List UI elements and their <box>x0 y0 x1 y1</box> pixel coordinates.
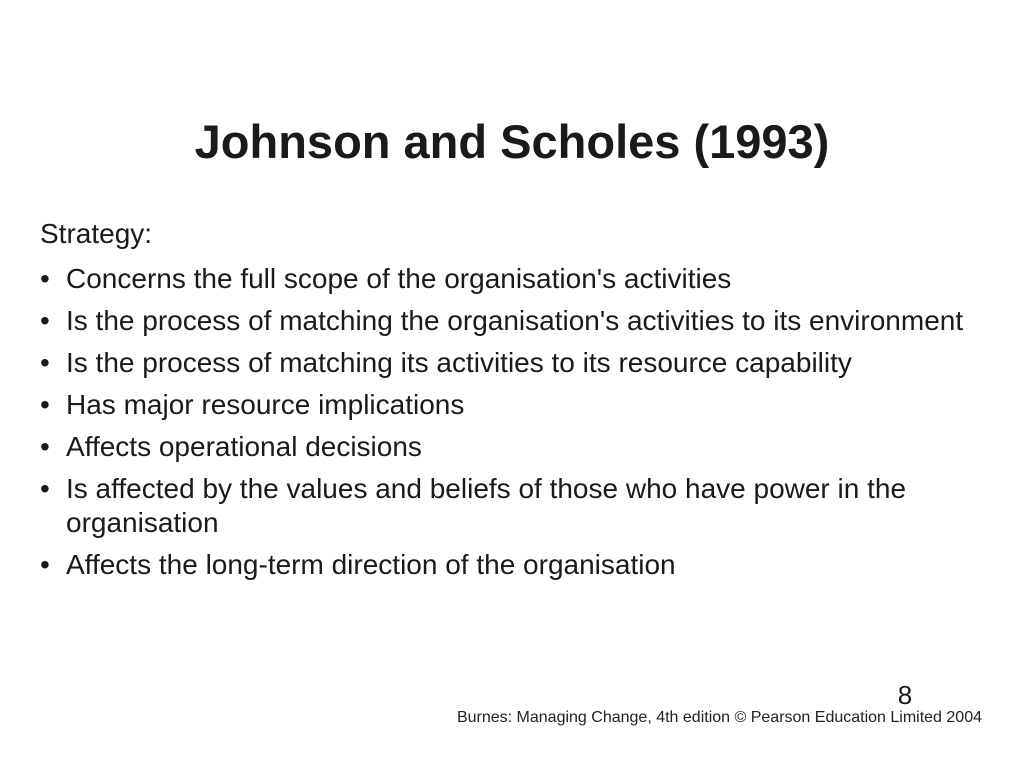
bullet-dot-icon: • <box>40 263 50 294</box>
bullet-dot-icon: • <box>40 549 50 580</box>
slide-body <box>40 214 980 582</box>
page-number: 8 <box>897 680 913 710</box>
bullet-dot-icon: • <box>40 347 50 378</box>
bullet-text: Affects operational decisions <box>66 431 422 462</box>
bullet-item <box>40 430 980 464</box>
bullet-dot-icon: • <box>40 305 50 336</box>
slide-title: Johnson and Scholes (1993) <box>194 115 830 168</box>
bullet-text: Is the process of matching its activities to its resource capability <box>66 347 852 378</box>
bullet-dot-icon: • <box>40 389 50 420</box>
bullet-dot-icon: • <box>40 473 50 504</box>
bullet-text: Is the process of matching the organisation's activities to its environment <box>66 305 964 336</box>
bullet-item <box>40 472 980 540</box>
bullet-text: Has major resource implications <box>66 389 465 420</box>
bullet-text: Is affected by the values and beliefs of those who have power in the organisation <box>66 473 907 538</box>
bullet-item <box>40 548 980 582</box>
bullet-item <box>40 388 980 422</box>
lead-text: Strategy: <box>40 218 153 249</box>
bullet-dot-icon: • <box>40 431 50 462</box>
bullet-item <box>40 304 980 338</box>
bullet-text: Affects the long-term direction of the organisation <box>66 549 676 580</box>
bullet-item <box>40 346 980 380</box>
footer-copyright: Burnes: Managing Change, 4th edition © Pearson Education Limited 2004 <box>456 709 982 726</box>
bullet-item <box>40 262 980 296</box>
bullet-list <box>40 262 980 582</box>
bullet-text: Concerns the full scope of the organisation's activities <box>66 263 732 294</box>
